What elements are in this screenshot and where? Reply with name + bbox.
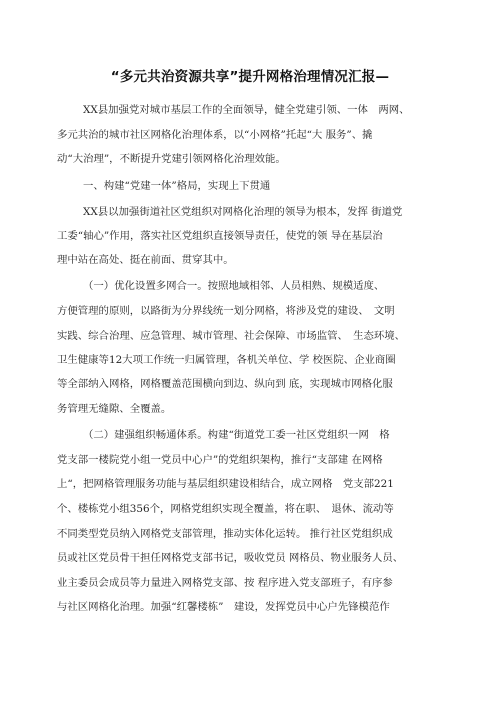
body-line: 工委“轴心”作用，落实社区党组织直接领导责任，使党的领 导在基层治 <box>57 230 383 242</box>
body-line: 实践、综合治理、应急管理、城市管理、社会保障、市场监管、 生态环境、 <box>57 330 406 342</box>
body-line: 与社区网格化治理。加强“红馨楼栋” 建设，发挥党员中心户先锋模范作 <box>57 601 390 613</box>
body-line: 员或社区党员骨干担任网格党支部书记，吸收党员 网格员、物业服务人员、 <box>57 552 404 564</box>
body-line: 一、构建“党建一体”格局，实现上下贯通 <box>83 180 271 192</box>
body-line: XX县以加强街道社区党组织对网格化治理的领导为根本，发挥 街道党 <box>83 206 403 218</box>
body-line: 业主委员会成员等力量进入网格党支部、按 程序进入党支部班子，有序参 <box>57 577 393 589</box>
body-line: 多元共治的城市社区网格化治理体系，以“小网格”托起“大 服务”、撬 <box>57 129 373 141</box>
document-title: “多元共治资源共享”提升网格治理情况汇报— <box>110 69 390 85</box>
body-line: 等全部纳入网格，网格覆盖范围横向到边、纵向到 底，实现城市网格化服 <box>57 378 393 390</box>
body-line: 不同类型党员纳入网格党支部管理，推动实体化运转。 推行社区党组织成 <box>57 528 393 540</box>
body-line: 理中站在高处、挺在前面、贯穿其中。 <box>57 254 234 266</box>
body-line: 方便管理的原则，以路街为分界线统一划分网格，将涉及党的建设、 文明 <box>57 305 395 317</box>
body-line: （一）优化设置多网合一。按照地域相邻、人员相熟、规模适度、 <box>83 280 385 292</box>
body-line: 务管理无缝隙、全覆盖。 <box>57 403 172 415</box>
body-line: 动“大治理”，不断提升党建引领网格化治理效能。 <box>57 153 286 165</box>
body-line: 上“，把网格管理服务功能与基层组织建设相结合，成立网格 党支部221 <box>57 478 394 490</box>
body-line: （二）建强组织畅通体系。构建“街道党工委一社区党组织一网 格 <box>83 429 390 441</box>
body-line: 党支部一楼院党小组一党员中心户”的党组织架构，推行“支部建 在网格 <box>57 454 383 466</box>
body-line: 个、楼栋党小组356个，网格党组织实现全覆盖，将在职、 退休、流动等 <box>57 503 394 515</box>
body-line: XX县加强党对城市基层工作的全面领导，健全党建引领、一体 两网、 <box>83 104 410 116</box>
body-line: 卫生健康等12大项工作统一归属管理，各机关单位、学 校医院、企业商圈 <box>57 354 396 366</box>
